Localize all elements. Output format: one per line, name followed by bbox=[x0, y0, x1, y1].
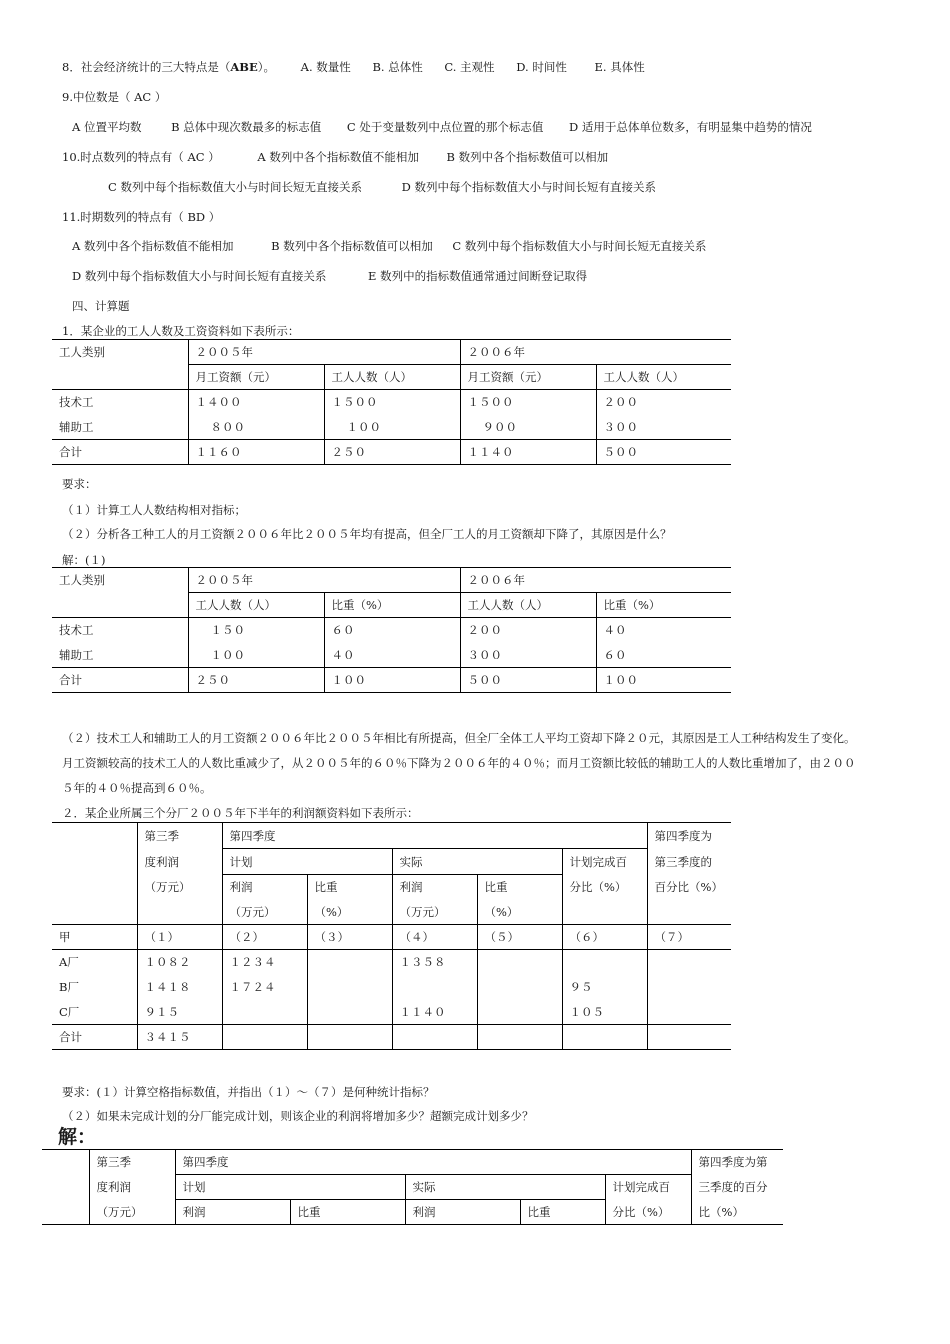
cell: ４０ bbox=[596, 618, 731, 643]
q9-options bbox=[72, 120, 812, 134]
requirement-1: （１）计算工人人数结构相对指标； bbox=[62, 503, 246, 517]
cell: １１４０ bbox=[392, 1000, 477, 1025]
t4-q3-line-1: 第三季 bbox=[89, 1150, 175, 1175]
table-row bbox=[52, 1025, 731, 1050]
cell bbox=[222, 1000, 307, 1025]
cell: １１６０ bbox=[188, 440, 324, 465]
row-label: B厂 bbox=[59, 980, 79, 994]
table-row bbox=[52, 390, 731, 415]
q11-option-a: A 数列中各个指标数值不能相加 bbox=[72, 239, 234, 253]
t1-sub-header: 工人人数（人） bbox=[324, 365, 460, 390]
cell: ９００ bbox=[460, 415, 596, 440]
cell: １００ bbox=[188, 643, 324, 668]
t4-plan: 计划 bbox=[175, 1175, 405, 1200]
table-row bbox=[52, 415, 731, 440]
t3-col-number: （４） bbox=[392, 925, 477, 950]
q11-option-b: B 数列中各个指标数值可以相加 bbox=[271, 239, 433, 253]
p2-requirement-2: （２）如果未完成计划的分厂能完成计划，则该企业的利润将增加多少？超额完成计划多少？ bbox=[62, 1109, 534, 1123]
cell bbox=[647, 950, 731, 975]
cell: ３４１５ bbox=[137, 1025, 222, 1050]
t2-sub-header: 工人人数（人） bbox=[460, 593, 596, 618]
table-row bbox=[52, 925, 731, 950]
t1-sub-header: 月工资额（元） bbox=[460, 365, 596, 390]
q10-stem: 10.时点数列的特点有（ AC ） bbox=[62, 150, 220, 164]
q11-stem: 11.时期数列的特点有（ BD ） bbox=[62, 210, 221, 224]
cell bbox=[307, 1000, 392, 1025]
cell: ５００ bbox=[596, 440, 731, 465]
cell: １００ bbox=[324, 415, 460, 440]
q8-option-d: D. 时间性 bbox=[516, 60, 567, 74]
profit-table bbox=[52, 822, 731, 1050]
cell bbox=[307, 950, 392, 975]
t1-sub-header: 月工资额（元） bbox=[188, 365, 324, 390]
cell: １００ bbox=[596, 668, 731, 693]
t1-sub-header: 工人人数（人） bbox=[596, 365, 731, 390]
t3-plan-profit: 利润 bbox=[222, 875, 307, 900]
t4-actual: 实际 bbox=[405, 1175, 605, 1200]
t3-col-number: （３） bbox=[307, 925, 392, 950]
cell: １５００ bbox=[460, 390, 596, 415]
p2-solution-label: 解： bbox=[58, 1126, 97, 1148]
cell: ２５０ bbox=[324, 440, 460, 465]
t3-q3-line-2: 度利润 bbox=[137, 849, 222, 875]
cell: １０５ bbox=[562, 1000, 647, 1025]
cell bbox=[562, 950, 647, 975]
cell: １４００ bbox=[188, 390, 324, 415]
t2-sub-header: 比重（%） bbox=[596, 593, 731, 618]
cell bbox=[222, 1025, 307, 1050]
t3-actual-ratio: 比重 bbox=[477, 875, 562, 900]
solution-label: 解：(１) bbox=[62, 553, 106, 567]
cell: １７２４ bbox=[222, 975, 307, 1000]
t3-plan-unit: （万元） bbox=[222, 900, 307, 925]
t4-q3-line-3: （万元） bbox=[89, 1200, 175, 1225]
t3-cmp-line-3: 百分比（%） bbox=[647, 875, 731, 900]
t3-cmp-line-1: 第四季度为 bbox=[647, 823, 731, 849]
cell: ２５０ bbox=[188, 668, 324, 693]
cell: ８００ bbox=[188, 415, 324, 440]
t3-q3-blank bbox=[137, 900, 222, 925]
cell: １０８２ bbox=[137, 950, 222, 975]
t3-actual-profit: 利润 bbox=[392, 875, 477, 900]
t3-col-number: （１） bbox=[137, 925, 222, 950]
cell: ６０ bbox=[596, 643, 731, 668]
q10-options-2 bbox=[108, 180, 656, 194]
q10-line bbox=[62, 150, 608, 164]
cell: １４１８ bbox=[137, 975, 222, 1000]
t3-q4: 第四季度 bbox=[222, 823, 647, 849]
t1-header-2006: ２００６年 bbox=[460, 340, 731, 365]
t4-actual-profit: 利润 bbox=[405, 1200, 520, 1225]
cell: ５００ bbox=[460, 668, 596, 693]
t3-plan: 计划 bbox=[222, 849, 392, 875]
table-row bbox=[52, 618, 731, 643]
t3-corner bbox=[52, 823, 137, 925]
row-label: 合计 bbox=[59, 1030, 82, 1044]
cell bbox=[647, 1025, 731, 1050]
q10-option-d: D 数列中每个指标数值大小与时间长短有直接关系 bbox=[401, 180, 656, 194]
q8-option-b: B. 总体性 bbox=[372, 60, 423, 74]
q9-option-a: A 位置平均数 bbox=[72, 120, 142, 134]
cell: １２３４ bbox=[222, 950, 307, 975]
t4-cmp-line-2: 三季度的百分 bbox=[691, 1175, 783, 1200]
cell: １００ bbox=[324, 668, 460, 693]
p1-intro: 1．某企业的工人人数及工资资料如下表所示： bbox=[62, 324, 300, 338]
q8-stem: 8．社会经济统计的三大特点是（ bbox=[62, 60, 231, 74]
q8-option-e: E. 具体性 bbox=[594, 60, 645, 74]
t1-header-2005: ２００５年 bbox=[188, 340, 460, 365]
t2-sub-header: 工人人数（人） bbox=[188, 593, 324, 618]
t3-plan-pct: （%） bbox=[307, 900, 392, 925]
requirement-2: （２）分析各工种工人的月工资额２００６年比２００５年均有提高，但全厂工人的月工资额却下降了，其原因是什么？ bbox=[62, 527, 672, 541]
q11-options-1 bbox=[72, 239, 706, 253]
q8-option-a: A. 数量性 bbox=[300, 60, 351, 74]
cell: １３５８ bbox=[392, 950, 477, 975]
cell bbox=[477, 1025, 562, 1050]
q10-option-c: C 数列中每个指标数值大小与时间长短无直接关系 bbox=[108, 180, 362, 194]
answer-line-1: （２）技术工人和辅助工人的月工资额２００６年比２００５年相比有所提高，但全厂全体工人平均工资却下降２０元，其原因是工人工种结构发生了变化。 bbox=[62, 731, 856, 745]
cell bbox=[647, 975, 731, 1000]
t2-header-type: 工人类别 bbox=[59, 573, 105, 587]
cell: ６０ bbox=[324, 618, 460, 643]
table-row bbox=[52, 440, 731, 465]
answer-line-3: ５年的４０％提高到６０％。 bbox=[62, 781, 212, 795]
structure-table bbox=[52, 567, 731, 693]
t4-plan-ratio: 比重 bbox=[290, 1200, 405, 1225]
cell: ４０ bbox=[324, 643, 460, 668]
t3-col-number: （５） bbox=[477, 925, 562, 950]
cell: １５０ bbox=[188, 618, 324, 643]
q8-line bbox=[62, 60, 645, 74]
cell bbox=[562, 1025, 647, 1050]
t4-cmp-line-1: 第四季度为第 bbox=[691, 1150, 783, 1175]
t4-comp-line-2: 分比（%） bbox=[605, 1200, 691, 1225]
cell: ２００ bbox=[596, 390, 731, 415]
t2-sub-header: 比重（%） bbox=[324, 593, 460, 618]
cell: ９５ bbox=[562, 975, 647, 1000]
row-label: 合计 bbox=[59, 673, 82, 687]
t1-header-type: 工人类别 bbox=[59, 345, 105, 359]
cell: １１４０ bbox=[460, 440, 596, 465]
cell bbox=[647, 1000, 731, 1025]
t3-actual-pct: （%） bbox=[477, 900, 562, 925]
answer-line-2: 月工资额较高的技术工人的人数比重减少了，从２００５年的６０％下降为２００６年的４０％；而月工资额比较低的辅助工人的人数比重增加了，由２００ bbox=[62, 756, 856, 770]
cell bbox=[307, 1025, 392, 1050]
cell: ２００ bbox=[460, 618, 596, 643]
t3-q3-line-1: 第三季 bbox=[137, 823, 222, 849]
t3-actual-unit: （万元） bbox=[392, 900, 477, 925]
t4-cmp-line-3: 比（%） bbox=[691, 1200, 783, 1225]
row-label: A厂 bbox=[59, 955, 79, 970]
t4-comp-line-1: 计划完成百 bbox=[605, 1175, 691, 1200]
cell bbox=[477, 975, 562, 1000]
t4-actual-ratio: 比重 bbox=[520, 1200, 605, 1225]
row-label: C厂 bbox=[59, 1004, 80, 1019]
row-label: 技术工 bbox=[59, 395, 94, 410]
cell bbox=[477, 1000, 562, 1025]
cell: １５００ bbox=[324, 390, 460, 415]
q11-option-e: E 数列中的指标数值通常通过间断登记取得 bbox=[368, 269, 588, 283]
q9-option-b: B 总体中现次数最多的标志值 bbox=[171, 120, 322, 134]
t3-q3-line-3: （万元） bbox=[137, 875, 222, 900]
t3-col-number: （２） bbox=[222, 925, 307, 950]
q10-option-a: A 数列中各个指标数值不能相加 bbox=[257, 150, 419, 164]
t4-plan-profit: 利润 bbox=[175, 1200, 290, 1225]
table-row bbox=[52, 643, 731, 668]
cell bbox=[392, 1025, 477, 1050]
t3-cmp-blank bbox=[647, 900, 731, 925]
row-label: 辅助工 bbox=[59, 419, 94, 434]
q9-stem: 9.中位数是（ AC ） bbox=[62, 90, 167, 104]
t3-comp-line-1: 计划完成百 bbox=[562, 849, 647, 875]
t2-header-2005: ２００５年 bbox=[188, 568, 460, 593]
t2-header-2006: ２００６年 bbox=[460, 568, 731, 593]
section-heading: 四、计算题 bbox=[72, 299, 130, 313]
cell bbox=[307, 975, 392, 1000]
q8-option-c: C. 主观性 bbox=[444, 60, 495, 74]
table-row bbox=[52, 975, 731, 1000]
wage-table bbox=[52, 339, 731, 465]
table-row bbox=[52, 950, 731, 975]
cell: ３００ bbox=[460, 643, 596, 668]
t4-q3-line-2: 度利润 bbox=[89, 1175, 175, 1200]
cell bbox=[477, 950, 562, 975]
p2-intro: ２．某企业所属三个分厂２００５年下半年的利润额资料如下表所示： bbox=[62, 806, 419, 820]
cell bbox=[392, 975, 477, 1000]
q8-close: ）。 bbox=[257, 60, 275, 74]
cell: ９１５ bbox=[137, 1000, 222, 1025]
q10-option-b: B 数列中各个指标数值可以相加 bbox=[446, 150, 609, 164]
profit-answer-table bbox=[42, 1149, 783, 1225]
table-row bbox=[52, 1000, 731, 1025]
t3-col-number: （７） bbox=[647, 925, 731, 950]
row-label: 辅助工 bbox=[59, 647, 94, 662]
p2-requirement-1: 要求：(１）计算空格指标数值，并指出（１）～（７）是何种统计指标？ bbox=[62, 1085, 435, 1099]
q9-option-d: D 适用于总体单位数多，有明显集中趋势的情况 bbox=[569, 120, 812, 134]
t3-plan-ratio: 比重 bbox=[307, 875, 392, 900]
q11-option-d: D 数列中每个指标数值大小与时间长短有直接关系 bbox=[72, 269, 327, 283]
table-row bbox=[52, 668, 731, 693]
t3-comp-line-2: 分比（%） bbox=[562, 875, 647, 900]
t3-comp-blank bbox=[562, 900, 647, 925]
t3-col-jia: 甲 bbox=[59, 930, 71, 944]
row-label: 合计 bbox=[59, 445, 82, 459]
requirement-label: 要求： bbox=[62, 477, 97, 491]
t3-col-number: （６） bbox=[562, 925, 647, 950]
cell: ３００ bbox=[596, 415, 731, 440]
row-label: 技术工 bbox=[59, 623, 94, 638]
q11-options-2 bbox=[72, 269, 587, 283]
q11-option-c: C 数列中每个指标数值大小与时间长短无直接关系 bbox=[452, 239, 707, 253]
t4-q4: 第四季度 bbox=[175, 1150, 691, 1175]
q9-option-c: C 处于变量数列中点位置的那个标志值 bbox=[346, 120, 544, 134]
t4-corner bbox=[42, 1150, 89, 1225]
t3-cmp-line-2: 第三季度的 bbox=[647, 849, 731, 875]
t3-actual: 实际 bbox=[392, 849, 562, 875]
q8-answer: ABE bbox=[230, 60, 258, 74]
